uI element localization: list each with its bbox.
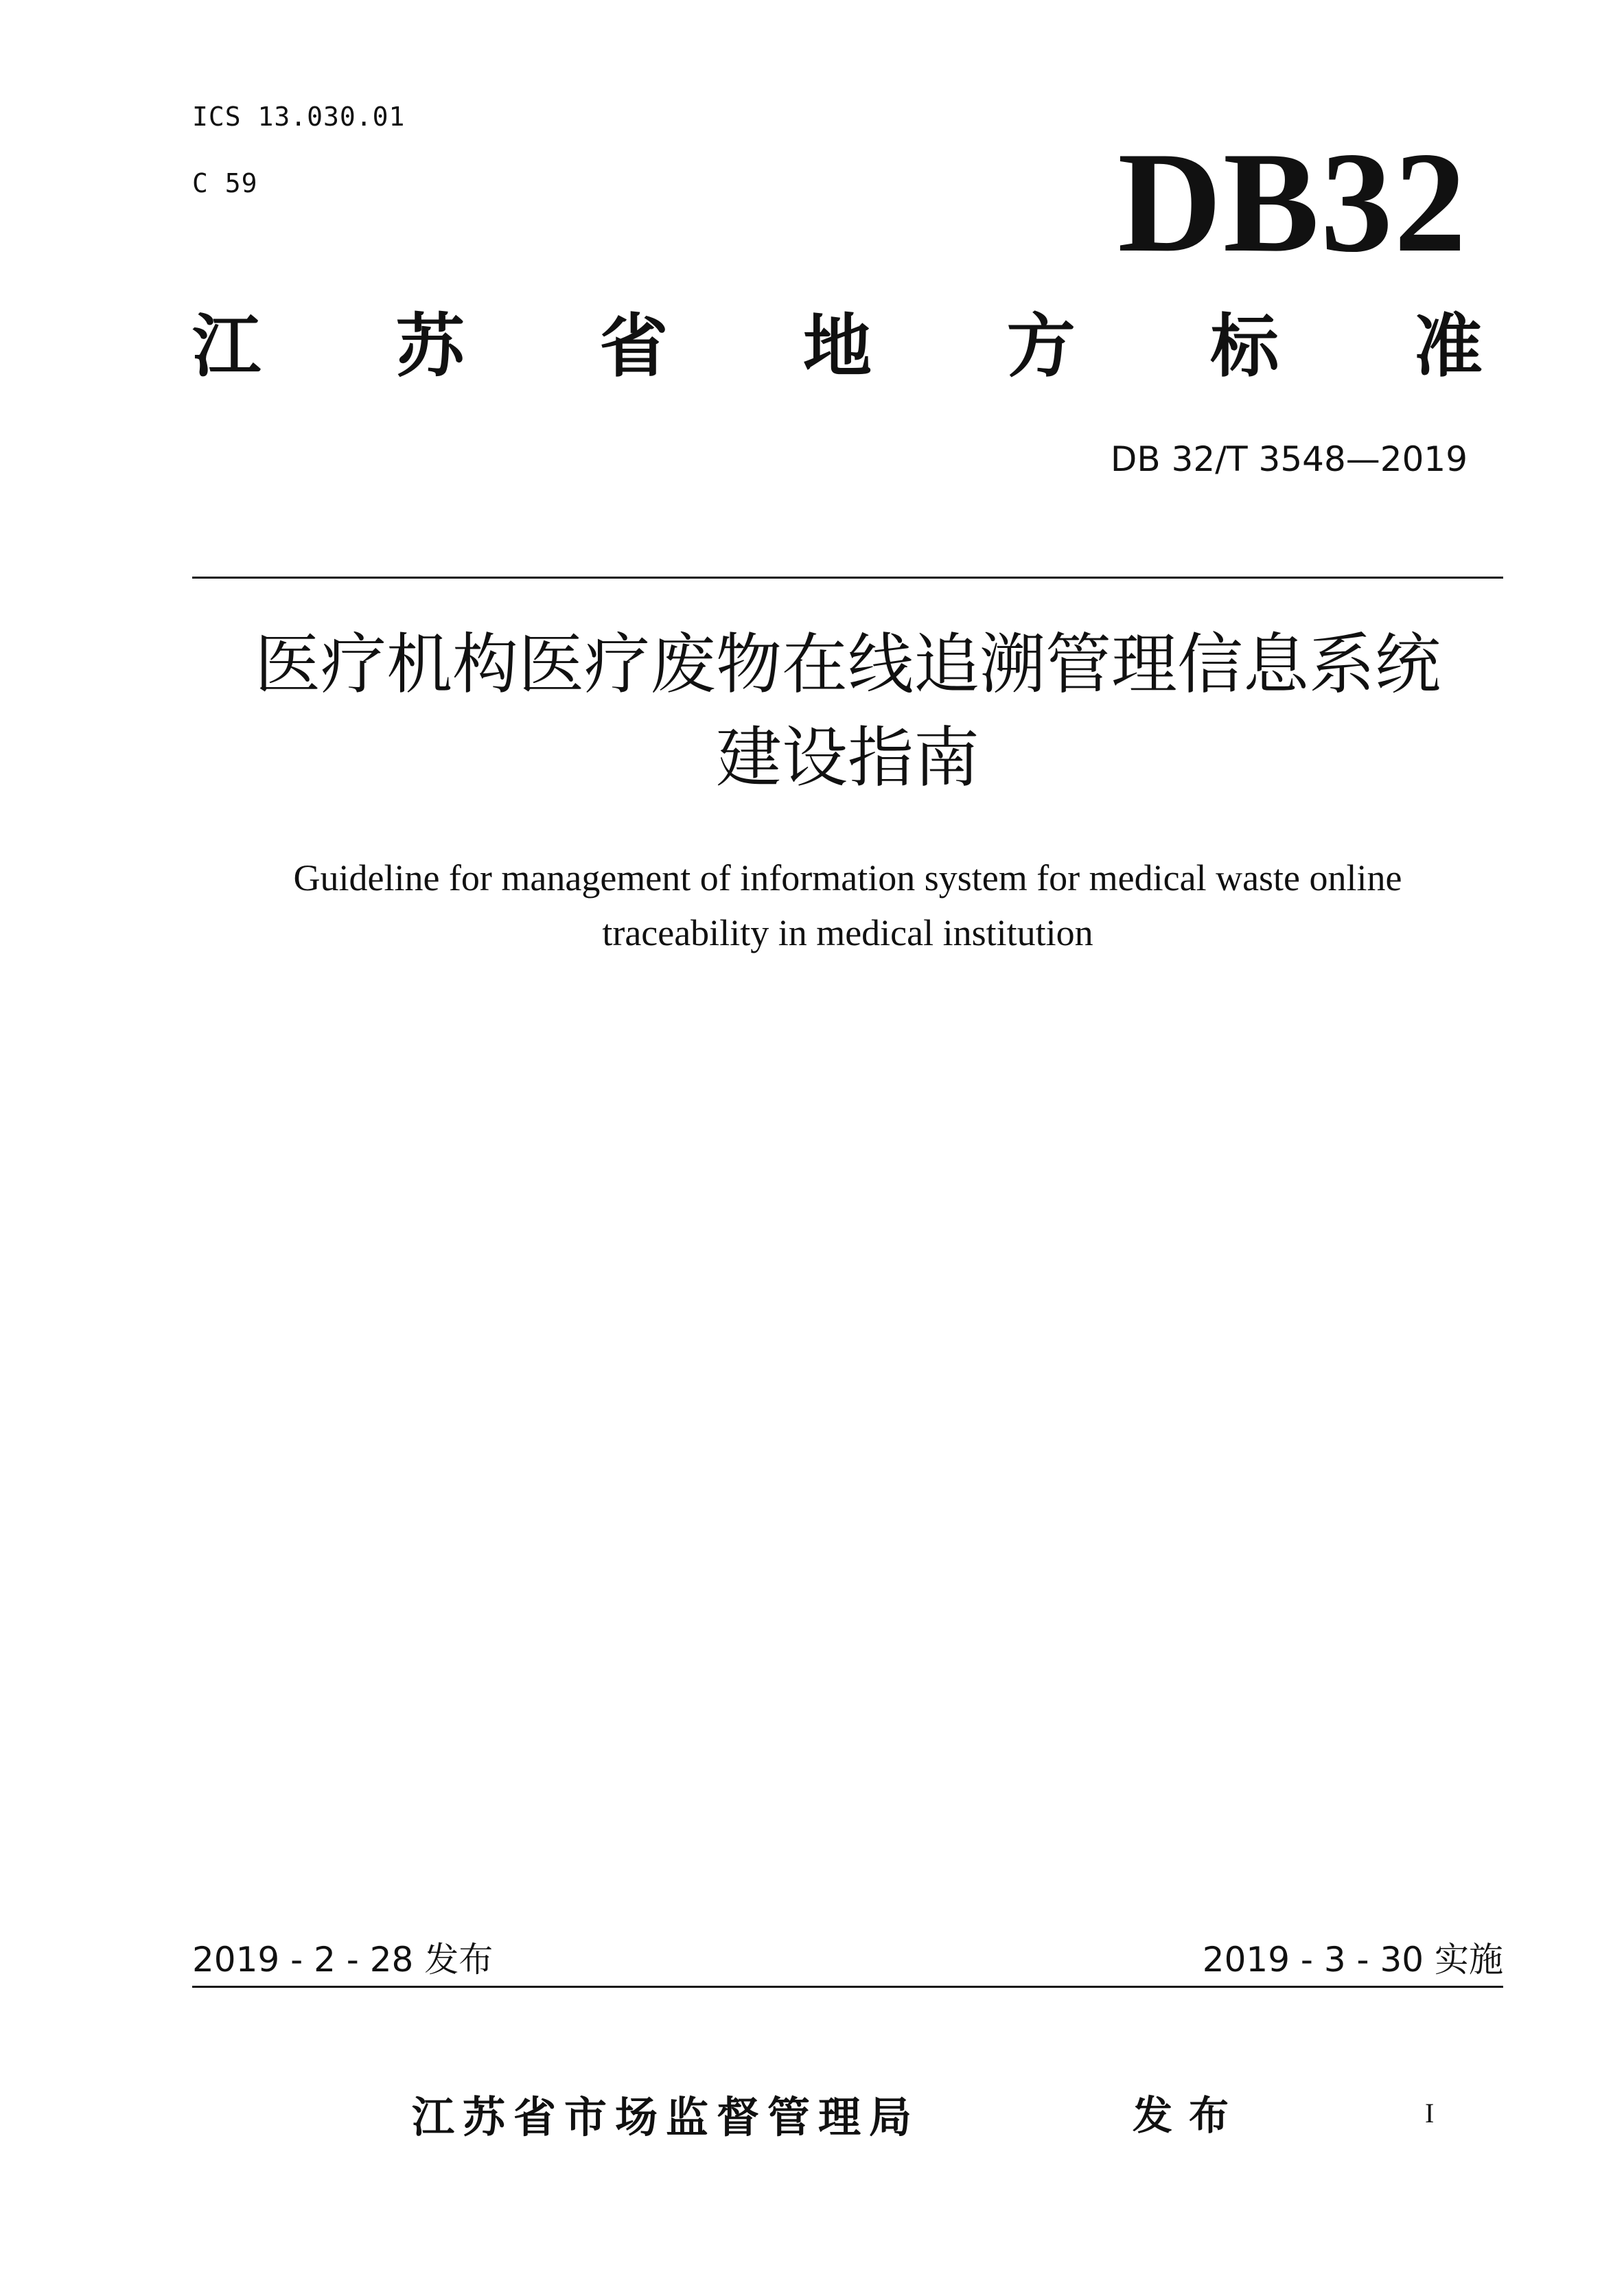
db32-badge: DB32 [1117,123,1468,282]
standard-type-char: 地 [802,306,872,386]
chinese-title [192,618,1503,805]
english-title [192,851,1503,961]
issue-date: 2019 - 2 - 28 发布 [192,1940,494,1980]
ics-code: ICS 13.030.01 [192,102,406,132]
standard-type-char: 准 [1413,306,1483,386]
standard-type-char: 方 [1006,306,1076,386]
bottom-divider [192,1986,1503,1988]
english-title-line: Guideline for management of information system for medical waste online [293,857,1402,898]
chinese-title-line: 医疗机构医疗废物在线追溯管理信息系统 [255,626,1441,703]
standard-type-char: 江 [192,306,261,386]
page-number: I [1425,2098,1435,2129]
standard-type-char: 标 [1210,306,1279,386]
standard-type-char: 省 [599,306,669,386]
standard-number: DB 32/T 3548—2019 [1110,439,1468,479]
standard-type-heading [192,306,1483,386]
ccs-code: C 59 [192,168,258,198]
issue-label: 发布 [1133,2092,1246,2139]
chinese-title-line: 建设指南 [716,719,979,797]
implementation-date: 2019 - 3 - 30 实施 [1202,1940,1503,1980]
standard-type-char: 苏 [395,306,465,386]
english-title-line: traceability in medical institution [602,912,1093,953]
issuing-authority: 江苏省市场监督管理局 [412,2092,920,2142]
top-divider [192,577,1503,579]
